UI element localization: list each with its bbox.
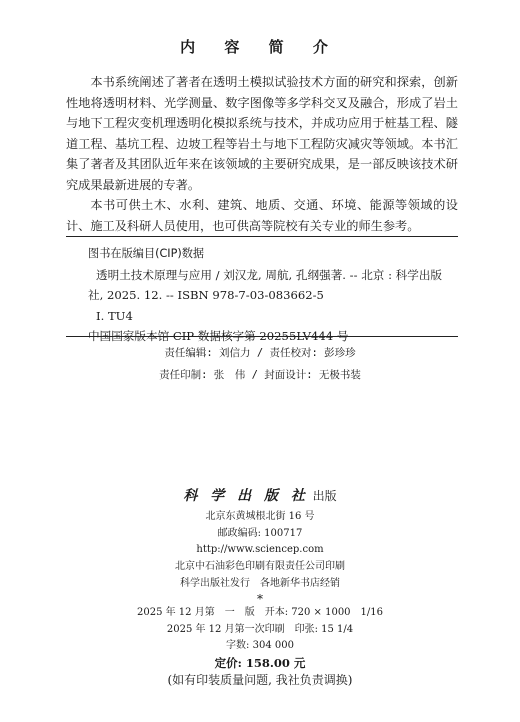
publisher-website: http://www.sciencep.com [196,544,324,556]
editorial-credits [0,342,520,386]
cip-heading: 图书在版编目(CIP)数据 [88,247,205,260]
intro-paragraph-2: 本书可供土木、水利、建筑、地质、交通、环境、能源等领域的设计、施工及科研人员使用，也可供高等院校有关专业的师生参考。 [66,198,458,233]
printing-info: 2025 年 12 月第一次印刷 [166,623,285,635]
credits-line-2: 责任印制: 张 伟 / 封面设计: 无极书装 [159,369,361,381]
top-divider [66,236,458,237]
distribution-info: 科学出版社发行 各地新华书店经销 [180,577,340,589]
publisher-suffix: 出版 [312,489,337,503]
printing-line [0,622,520,639]
publisher-postcode: 邮政编码: 100717 [217,527,303,539]
format-info: 开本: 720 × 1000 1/16 [264,606,383,618]
publisher-info [0,488,520,689]
bottom-divider [66,336,458,337]
price: 定价: 158.00 元 [214,656,306,671]
page-title: 内 容 简 介 [180,38,340,56]
publisher-address: 北京东黄城根北街 16 号 [205,510,315,522]
publisher-line [0,488,520,505]
printer-info: 北京中石油彩色印刷有限责任公司印刷 [175,561,345,573]
edition-info: 2025 年 12 月第 一 版 [137,606,255,618]
intro-paragraph-1: 本书系统阐述了著者在透明土模拟试验技术方面的研究和探索，创新性地将透明材料、光学测量、数字图像等多学科交叉及融合，形成了岩土与地下工程灾变机理透明化模拟系统与技术，并成功应用于桩基工程、隧道工程、基坑工程、边坡工程等岩土与地下工程防灾减灾等领域。本书汇集了著者及其团队近年来在该领域的主要研究成果，是一部反映该技术研究成果最新进展的专著。 [66,75,458,192]
book-introduction [66,72,458,236]
quality-note: (如有印装质量问题, 我社负责调换) [167,672,353,687]
separator-asterisk: * [257,591,263,606]
edition-line [0,605,520,622]
cip-line-4: 中国国家版本馆 CIP 数据核字第 20255LV444 号 [88,329,349,343]
cip-line-3: Ⅰ. TU4 [96,308,133,323]
sheets-info: 印张: 15 1/4 [294,623,354,635]
cip-data-block [88,244,448,347]
credits-line-1: 责任编辑: 刘信力 / 责任校对: 彭珍珍 [164,347,356,359]
cip-line-2: 社, 2025. 12. -- ISBN 978-7-03-083662-5 [88,288,324,302]
word-count: 字数: 304 000 [226,640,294,652]
publisher-name: 科 学 出 版 社 [183,488,309,504]
cip-line-1: 透明土技术原理与应用 / 刘汉龙, 周航, 孔纲强著. -- 北京 : 科学出版 [96,267,443,282]
